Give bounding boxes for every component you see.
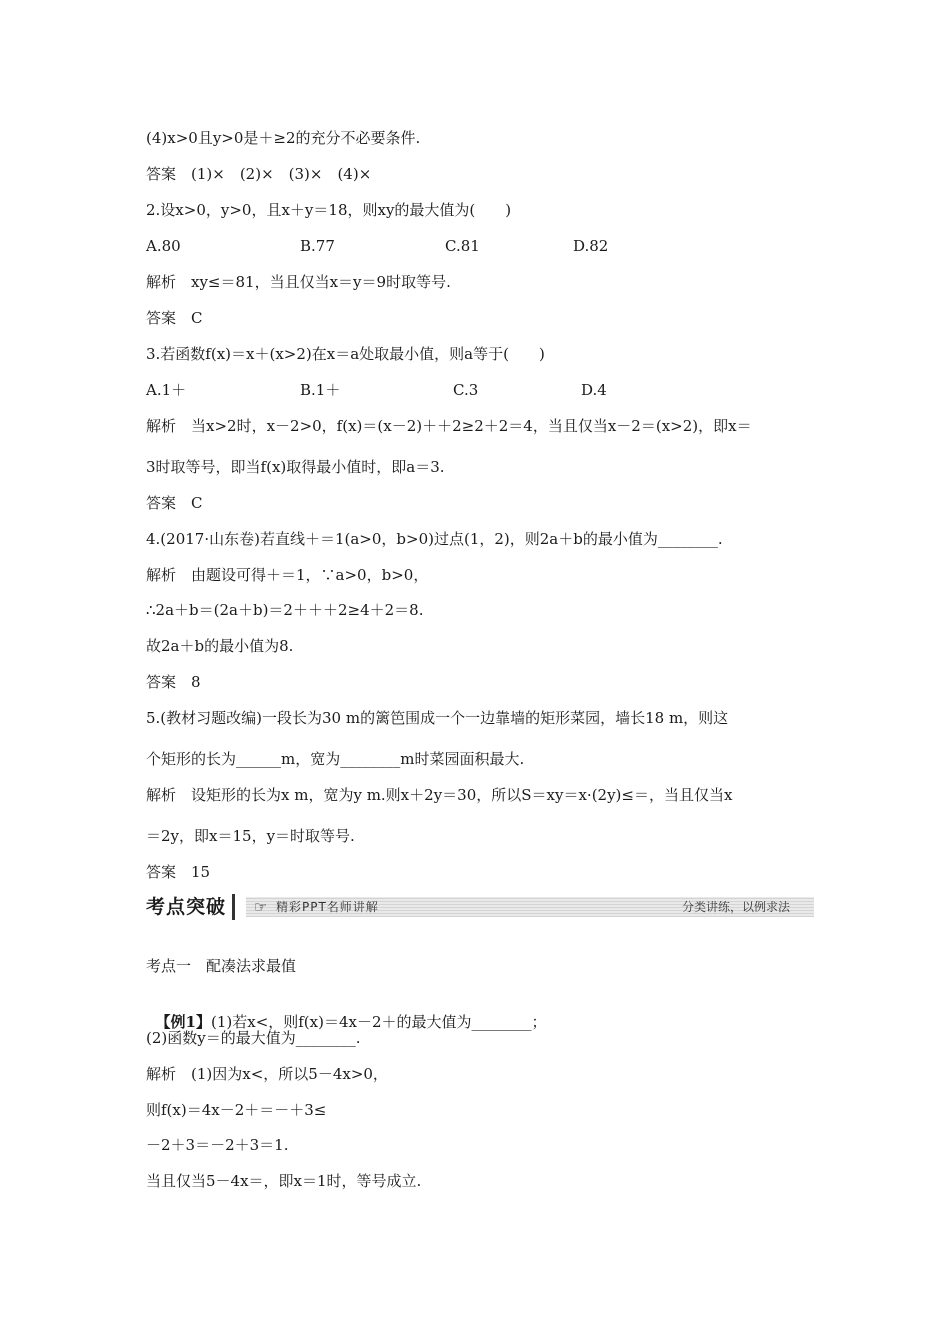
q3-options [146, 380, 746, 400]
q4-solution-line3: 故2a＋b的最小值为8. [146, 637, 294, 655]
q2-stem: 2.设x>0，y>0，且x＋y＝18，则xy的最大值为( ) [146, 201, 512, 219]
example1-solution-line4: 当且仅当5－4x＝，即x＝1时，等号成立. [146, 1172, 422, 1190]
q2-solution: 解析 xy≤＝81，当且仅当x＝y＝9时取等号. [146, 273, 451, 291]
pointing-hand-icon: ☞ [254, 898, 268, 916]
q4-solution-line1: 解析 由题设可得＋＝1，∵a>0，b>0， [146, 566, 429, 584]
q3-option-c: C.3 [453, 381, 479, 399]
example1-tag: 【例1】 [155, 1013, 211, 1031]
q1-answer: 答案 (1)× (2)× (3)× (4)× [146, 165, 372, 183]
example1-part2: (2)函数y＝的最大值为________. [146, 1029, 361, 1047]
q5-stem-line2: 个矩形的长为______m，宽为________m时菜园面积最大. [146, 750, 525, 768]
section-title: 考点突破 [146, 894, 235, 920]
q3-stem: 3.若函数f(x)＝x＋(x>2)在x＝a处取最小值，则a等于( ) [146, 345, 545, 363]
q2-option-b: B.77 [300, 237, 335, 255]
example1-solution-line3: －2＋3＝－2＋3＝1. [146, 1136, 289, 1154]
example1-solution-line2: 则f(x)＝4x－2＋＝－＋3≤ [146, 1101, 327, 1119]
q5-solution-line1: 解析 设矩形的长为x m，宽为y m.则x＋2y＝30，所以S＝xy＝x·(2y)≤＝，当且仅当x [146, 786, 733, 804]
q3-option-a: A.1＋ [146, 381, 187, 399]
q3-option-d: D.4 [581, 381, 607, 399]
q3-option-b: B.1＋ [300, 381, 341, 399]
q2-option-a: A.80 [146, 237, 181, 255]
example1-stem [146, 992, 547, 1032]
q2-answer: 答案 C [146, 309, 203, 327]
q3-solution-line2: 3时取等号，即当f(x)取得最小值时，即a＝3. [146, 458, 445, 476]
banner-bar [246, 897, 814, 917]
q5-answer: 答案 15 [146, 863, 211, 881]
q3-answer: 答案 C [146, 494, 203, 512]
q5-solution-line2: ＝2y，即x＝15，y＝时取等号. [146, 827, 355, 845]
banner-right-text: 分类讲练，以例求法 [681, 900, 790, 914]
q1-item4-text: (4)x>0且y>0是＋≥2的充分不必要条件. [146, 129, 421, 147]
q5-stem-line1: 5.(教材习题改编)一段长为30 m的篱笆围成一个一边靠墙的矩形菜园，墙长18 m，则这 [146, 709, 729, 727]
example1-part1: (1)若x<，则f(x)＝4x－2＋的最大值为________； [210, 1013, 547, 1031]
q3-solution-line1: 解析 当x>2时，x－2>0，f(x)＝(x－2)＋＋2≥2＋2＝4，当且仅当x－2＝(x>2)，即x＝ [146, 417, 752, 435]
section-banner [146, 894, 814, 920]
q2-options [146, 236, 746, 256]
q2-option-d: D.82 [573, 237, 609, 255]
q4-stem: 4.(2017·山东卷)若直线＋＝1(a>0，b>0)过点(1，2)，则2a＋b的最小值为________. [146, 530, 723, 548]
q4-answer: 答案 8 [146, 673, 201, 691]
q2-option-c: C.81 [445, 237, 480, 255]
q4-solution-line2: ∴2a＋b＝(2a＋b)＝2＋＋＋2≥4＋2＝8. [146, 601, 424, 619]
example1-solution-line1: 解析 (1)因为x<，所以5－4x>0， [146, 1065, 388, 1083]
topic-heading: 考点一 配凑法求最值 [146, 957, 297, 975]
banner-subtitle: 精彩PPT名师讲解 [276, 900, 379, 914]
